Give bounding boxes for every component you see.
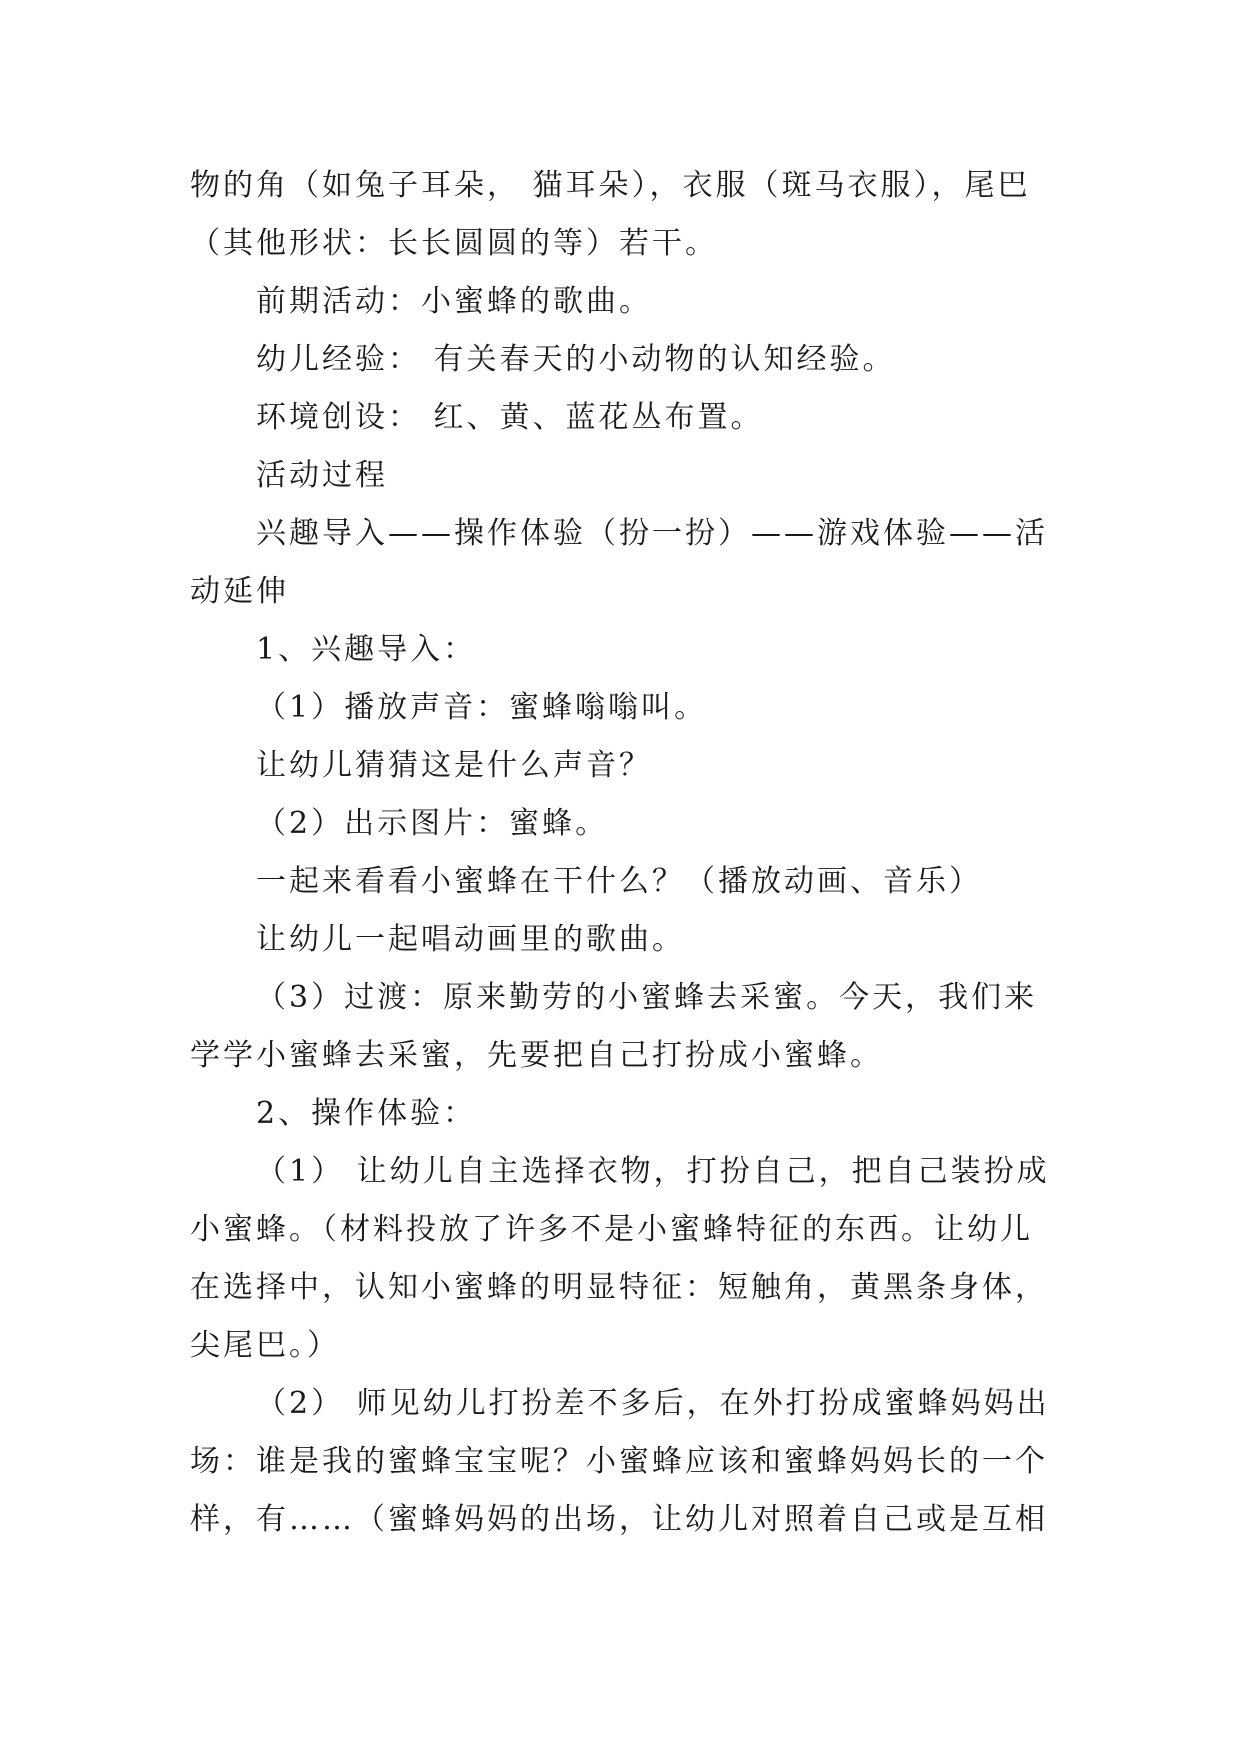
text-line-10: （1）播放声音：蜜蜂嗡嗡叫。 bbox=[256, 690, 708, 725]
text-line-3: 前期活动：小蜜蜂的歌曲。 bbox=[256, 284, 652, 319]
text-line-5: 环境创设： 红、黄、蓝花丛布置。 bbox=[256, 400, 764, 435]
text-line-14: 让幼儿一起唱动画里的歌曲。 bbox=[256, 922, 685, 957]
text-line-2: （其他形状：长长圆圆的等）若干。 bbox=[190, 226, 718, 261]
step-heading-1: 1、兴趣导入： bbox=[256, 632, 477, 667]
text-line-16: 学学小蜜蜂去采蜜，先要把自己打扮成小蜜蜂。 bbox=[190, 1038, 883, 1073]
text-line-22: （2） 师见幼儿打扮差不多后，在外打扮成蜜蜂妈妈出 bbox=[256, 1386, 1050, 1421]
section-heading: 活动过程 bbox=[256, 458, 388, 493]
text-line-11: 让幼儿猜猜这是什么声音？ bbox=[256, 748, 652, 783]
text-line-8: 动延伸 bbox=[190, 574, 289, 609]
text-line-12: （2）出示图片：蜜蜂。 bbox=[256, 806, 609, 841]
text-line-13: 一起来看看小蜜蜂在干什么？（播放动画、音乐） bbox=[256, 864, 982, 899]
text-line-21: 尖尾巴。） bbox=[190, 1328, 340, 1363]
text-line-4: 幼儿经验： 有关春天的小动物的认知经验。 bbox=[256, 342, 896, 377]
text-line-23: 场：谁是我的蜜蜂宝宝呢？小蜜蜂应该和蜜蜂妈妈长的一个 bbox=[190, 1444, 1048, 1479]
text-line-7: 兴趣导入——操作体验（扮一扮）——游戏体验——活 bbox=[256, 516, 1048, 551]
text-line-20: 在选择中，认知小蜜蜂的明显特征：短触角，黄黑条身体， bbox=[190, 1270, 1048, 1305]
text-line-1: 物的角（如兔子耳朵， 猫耳朵），衣服（斑马衣服），尾巴 bbox=[190, 168, 1031, 203]
step-heading-2: 2、操作体验： bbox=[256, 1096, 477, 1131]
text-line-18: （1） 让幼儿自主选择衣物，打扮自己，把自己装扮成 bbox=[256, 1154, 1050, 1189]
text-line-19: 小蜜蜂。（材料投放了许多不是小蜜蜂特征的东西。让幼儿 bbox=[190, 1212, 1033, 1247]
text-line-15: （3）过渡：原来勤劳的小蜜蜂去采蜜。今天，我们来 bbox=[256, 980, 1038, 1015]
text-line-24: 样，有……（蜜蜂妈妈的出场，让幼儿对照着自己或是互相 bbox=[190, 1502, 1048, 1537]
